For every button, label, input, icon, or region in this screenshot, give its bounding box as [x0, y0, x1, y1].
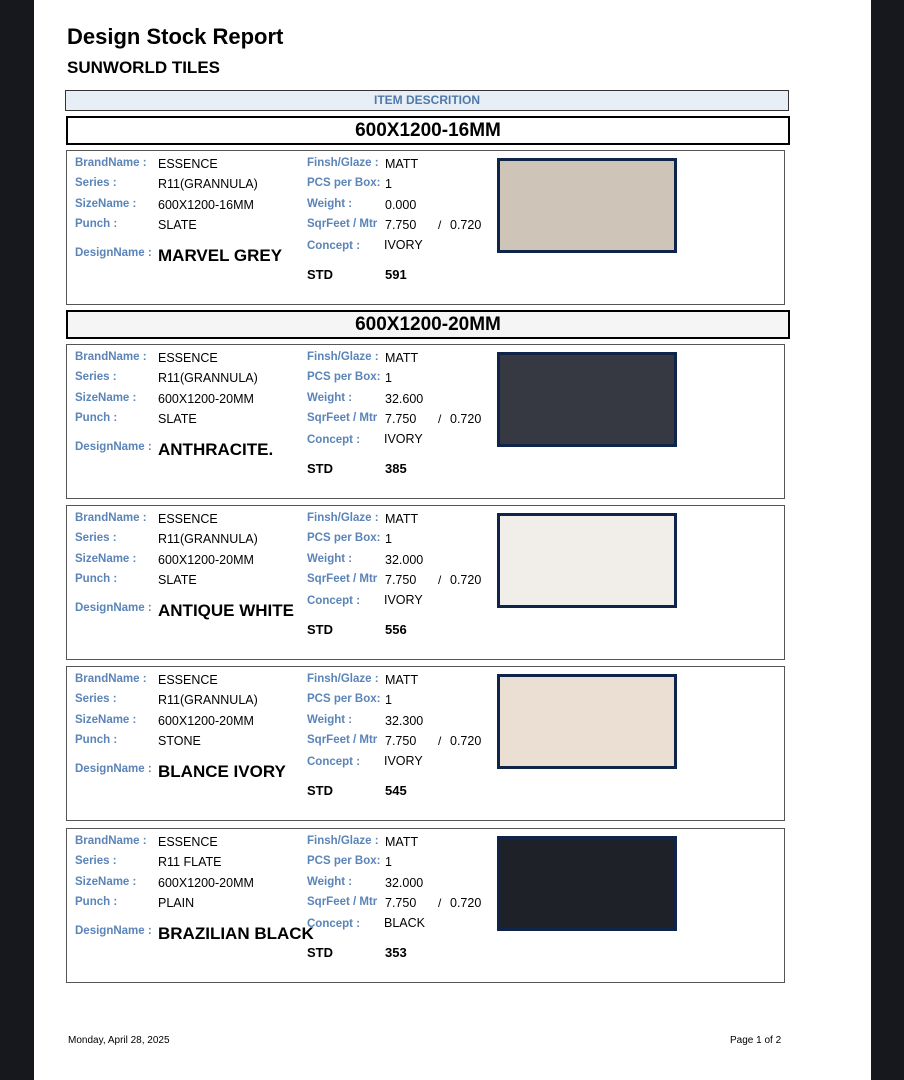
weight-label: Weight : — [307, 714, 353, 726]
pcs-label: PCS per Box: — [307, 371, 381, 383]
brand-label: BrandName : — [75, 157, 147, 169]
finish-label: Finsh/Glaze : — [307, 835, 379, 847]
concept-value: IVORY — [384, 593, 423, 607]
finish-label: Finsh/Glaze : — [307, 673, 379, 685]
design-name-value: MARVEL GREY — [158, 246, 283, 265]
series-value: R11(GRANNULA) — [158, 177, 258, 191]
sqft-value: 7.750 — [385, 218, 417, 232]
tile-swatch-image — [497, 836, 677, 931]
weight-value: 32.000 — [385, 876, 424, 890]
size-label: SizeName : — [75, 553, 137, 565]
punch-label: Punch : — [75, 573, 118, 585]
footer-date: Monday, April 28, 2025 — [68, 1035, 170, 1046]
finish-label: Finsh/Glaze : — [307, 157, 379, 169]
pcs-label: PCS per Box: — [307, 532, 381, 544]
design-card — [66, 150, 785, 305]
weight-label: Weight : — [307, 553, 353, 565]
std-label: STD — [307, 622, 333, 637]
std-value: 591 — [385, 267, 407, 282]
sqm-value: 0.720 — [450, 573, 482, 587]
brand-value: ESSENCE — [158, 512, 218, 526]
sqr-separator: / — [438, 218, 442, 232]
brand-label: BrandName : — [75, 673, 147, 685]
brand-label: BrandName : — [75, 351, 147, 363]
design-name-value: BRAZILIAN BLACK — [158, 924, 314, 943]
series-label: Series : — [75, 177, 117, 189]
finish-value: MATT — [385, 835, 419, 849]
finish-value: MATT — [385, 351, 419, 365]
brand-value: ESSENCE — [158, 835, 218, 849]
punch-value: PLAIN — [158, 896, 195, 910]
series-label: Series : — [75, 532, 117, 544]
size-value: 600X1200-16MM — [158, 198, 254, 212]
size-label: SizeName : — [75, 392, 137, 404]
punch-label: Punch : — [75, 218, 118, 230]
finish-value: MATT — [385, 512, 419, 526]
std-value: 556 — [385, 622, 407, 637]
concept-label: Concept : — [307, 918, 361, 930]
brand-label: BrandName : — [75, 512, 147, 524]
sqr-separator: / — [438, 896, 442, 910]
design-card — [66, 666, 785, 821]
brand-label: BrandName : — [75, 835, 147, 847]
tile-swatch-image — [497, 158, 677, 253]
pcs-label: PCS per Box: — [307, 177, 381, 189]
sqr-label: SqrFeet / Mtr — [307, 218, 378, 230]
pcs-label: PCS per Box: — [307, 693, 381, 705]
brand-value: ESSENCE — [158, 157, 218, 171]
punch-label: Punch : — [75, 896, 118, 908]
series-value: R11(GRANNULA) — [158, 532, 258, 546]
concept-label: Concept : — [307, 240, 361, 252]
brand-value: ESSENCE — [158, 351, 218, 365]
concept-label: Concept : — [307, 595, 361, 607]
punch-label: Punch : — [75, 412, 118, 424]
tile-swatch-image — [497, 352, 677, 447]
sqr-separator: / — [438, 412, 442, 426]
weight-value: 0.000 — [385, 198, 417, 212]
std-value: 353 — [385, 945, 407, 960]
sqm-value: 0.720 — [450, 218, 482, 232]
std-label: STD — [307, 945, 333, 960]
pcs-value: 1 — [385, 371, 392, 385]
std-value: 545 — [385, 783, 407, 798]
pcs-value: 1 — [385, 855, 392, 869]
series-label: Series : — [75, 371, 117, 383]
sqft-value: 7.750 — [385, 734, 417, 748]
design-name-value: BLANCE IVORY — [158, 762, 286, 781]
series-label: Series : — [75, 855, 117, 867]
series-value: R11(GRANNULA) — [158, 371, 258, 385]
design-label: DesignName : — [75, 925, 152, 937]
std-label: STD — [307, 783, 333, 798]
design-label: DesignName : — [75, 763, 152, 775]
size-value: 600X1200-20MM — [158, 553, 254, 567]
size-value: 600X1200-20MM — [158, 714, 254, 728]
size-label: SizeName : — [75, 876, 137, 888]
concept-value: IVORY — [384, 238, 423, 252]
design-card — [66, 344, 785, 499]
size-label: SizeName : — [75, 714, 137, 726]
design-label: DesignName : — [75, 247, 152, 259]
series-value: R11 FLATE — [158, 855, 222, 869]
finish-value: MATT — [385, 157, 419, 171]
design-card — [66, 505, 785, 660]
sqr-label: SqrFeet / Mtr — [307, 573, 378, 585]
design-label: DesignName : — [75, 602, 152, 614]
sqft-value: 7.750 — [385, 412, 417, 426]
std-label: STD — [307, 461, 333, 476]
sqr-separator: / — [438, 734, 442, 748]
series-value: R11(GRANNULA) — [158, 693, 258, 707]
concept-value: IVORY — [384, 754, 423, 768]
sqr-separator: / — [438, 573, 442, 587]
tile-swatch-image — [497, 674, 677, 769]
sqr-label: SqrFeet / Mtr — [307, 734, 378, 746]
size-label: SizeName : — [75, 198, 137, 210]
punch-value: SLATE — [158, 218, 197, 232]
design-name-value: ANTIQUE WHITE — [158, 601, 294, 620]
weight-label: Weight : — [307, 876, 353, 888]
weight-value: 32.300 — [385, 714, 424, 728]
punch-value: SLATE — [158, 573, 197, 587]
brand-value: ESSENCE — [158, 673, 218, 687]
concept-label: Concept : — [307, 756, 361, 768]
sqm-value: 0.720 — [450, 734, 482, 748]
pcs-value: 1 — [385, 177, 392, 191]
design-name-value: ANTHRACITE. — [158, 440, 274, 459]
item-description-header: ITEM DESCRITION — [65, 90, 789, 111]
pcs-value: 1 — [385, 532, 392, 546]
finish-label: Finsh/Glaze : — [307, 512, 379, 524]
concept-value: BLACK — [384, 916, 425, 930]
weight-value: 32.600 — [385, 392, 424, 406]
finish-value: MATT — [385, 673, 419, 687]
punch-value: STONE — [158, 734, 201, 748]
size-group-header: 600X1200-20MM — [66, 310, 790, 339]
series-label: Series : — [75, 693, 117, 705]
sqft-value: 7.750 — [385, 896, 417, 910]
concept-label: Concept : — [307, 434, 361, 446]
design-label: DesignName : — [75, 441, 152, 453]
std-value: 385 — [385, 461, 407, 476]
sqr-label: SqrFeet / Mtr — [307, 412, 378, 424]
punch-value: SLATE — [158, 412, 197, 426]
sqr-label: SqrFeet / Mtr — [307, 896, 378, 908]
punch-label: Punch : — [75, 734, 118, 746]
report-page — [34, 0, 871, 1080]
company-name: SUNWORLD TILES — [67, 58, 220, 77]
tile-swatch-image — [497, 513, 677, 608]
size-value: 600X1200-20MM — [158, 392, 254, 406]
weight-label: Weight : — [307, 198, 353, 210]
design-card — [66, 828, 785, 983]
pcs-value: 1 — [385, 693, 392, 707]
size-group-header: 600X1200-16MM — [66, 116, 790, 145]
sqm-value: 0.720 — [450, 412, 482, 426]
std-label: STD — [307, 267, 333, 282]
sqm-value: 0.720 — [450, 896, 482, 910]
sqft-value: 7.750 — [385, 573, 417, 587]
weight-label: Weight : — [307, 392, 353, 404]
finish-label: Finsh/Glaze : — [307, 351, 379, 363]
footer-page-number: Page 1 of 2 — [730, 1035, 782, 1046]
concept-value: IVORY — [384, 432, 423, 446]
weight-value: 32.000 — [385, 553, 424, 567]
size-value: 600X1200-20MM — [158, 876, 254, 890]
pcs-label: PCS per Box: — [307, 855, 381, 867]
report-title: Design Stock Report — [67, 24, 284, 49]
